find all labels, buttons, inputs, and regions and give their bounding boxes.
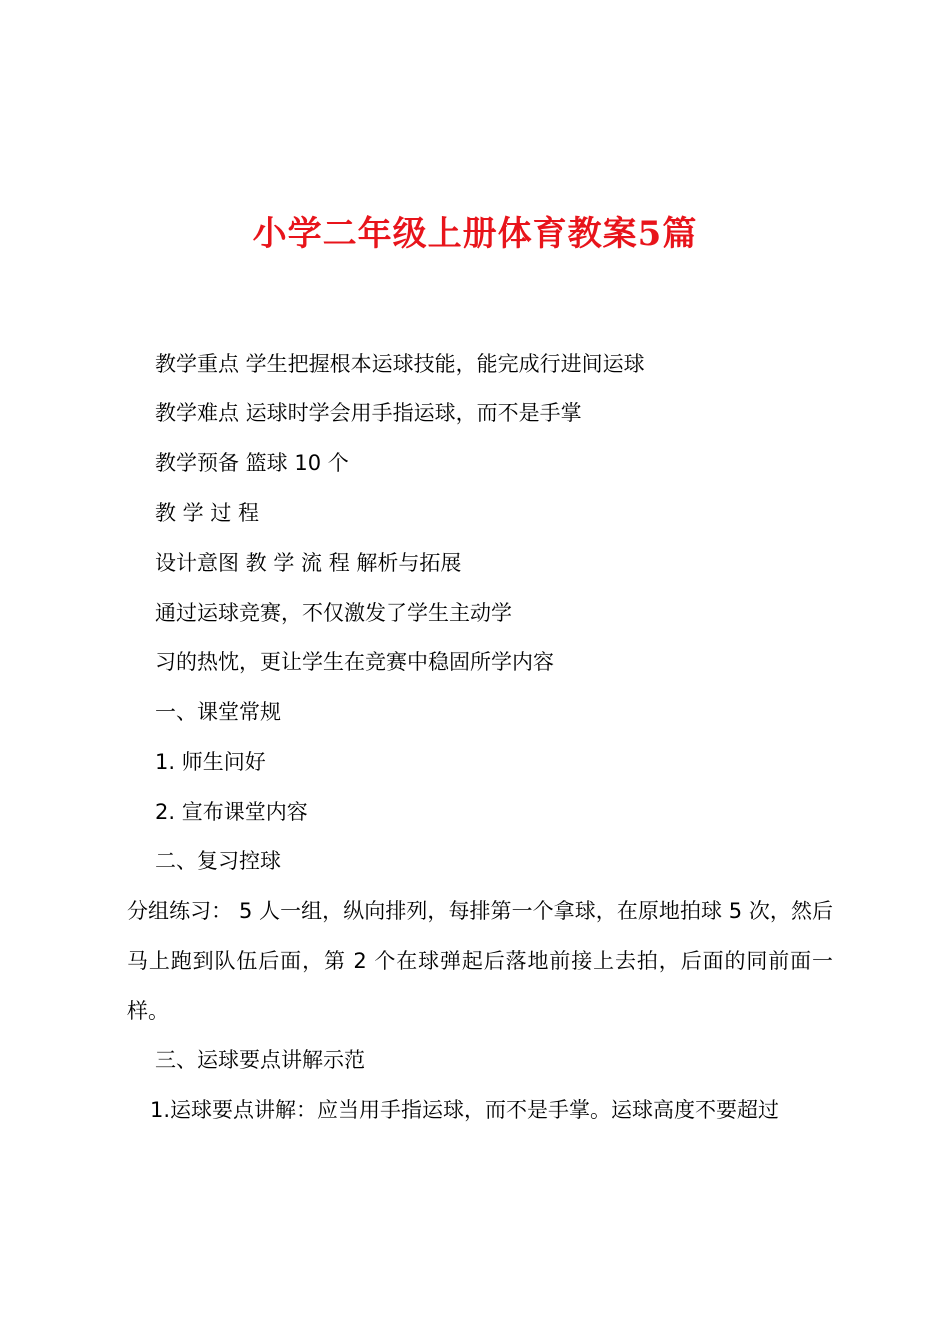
list-item-announce-content: 2. 宣布课堂内容 (155, 800, 308, 824)
text-line-competition-2: 习的热忱，更让学生在竞赛中稳固所学内容 (155, 650, 554, 674)
list-item-greeting: 1. 师生问好 (155, 750, 266, 774)
text-line-competition-1: 通过运球竞赛，不仅激发了学生主动学 (155, 601, 512, 625)
document-title: 小学二年级上册体育教案5篇 (252, 214, 698, 254)
text-line-design-intent: 设计意图 教 学 流 程 解析与拓展 (155, 551, 462, 575)
section-heading-review-ball-control: 二、复习控球 (155, 849, 281, 873)
section-heading-dribbling-points: 三、运球要点讲解示范 (155, 1048, 365, 1072)
text-line-teaching-preparation: 教学预备 篮球 10 个 (155, 451, 349, 475)
paragraph-group-practice: 分组练习： 5 人一组，纵向排列，每排第一个拿球，在原地拍球 5 次，然后马上跑到队伍后面，第 2 个在球弹起后落地前接上去拍，后面的同前面一样。 (127, 899, 833, 1023)
section-heading-classroom-routine: 一、课堂常规 (155, 700, 281, 724)
text-line-teaching-focus: 教学重点 学生把握根本运球技能，能完成行进间运球 (155, 352, 645, 376)
text-line-teaching-process: 教 学 过 程 (155, 501, 260, 525)
text-line-dribbling-point-1: 1.运球要点讲解：应当用手指运球，而不是手掌。运球高度不要超过 (150, 1098, 780, 1122)
text-line-teaching-difficulty: 教学难点 运球时学会用手指运球，而不是手掌 (155, 401, 582, 425)
